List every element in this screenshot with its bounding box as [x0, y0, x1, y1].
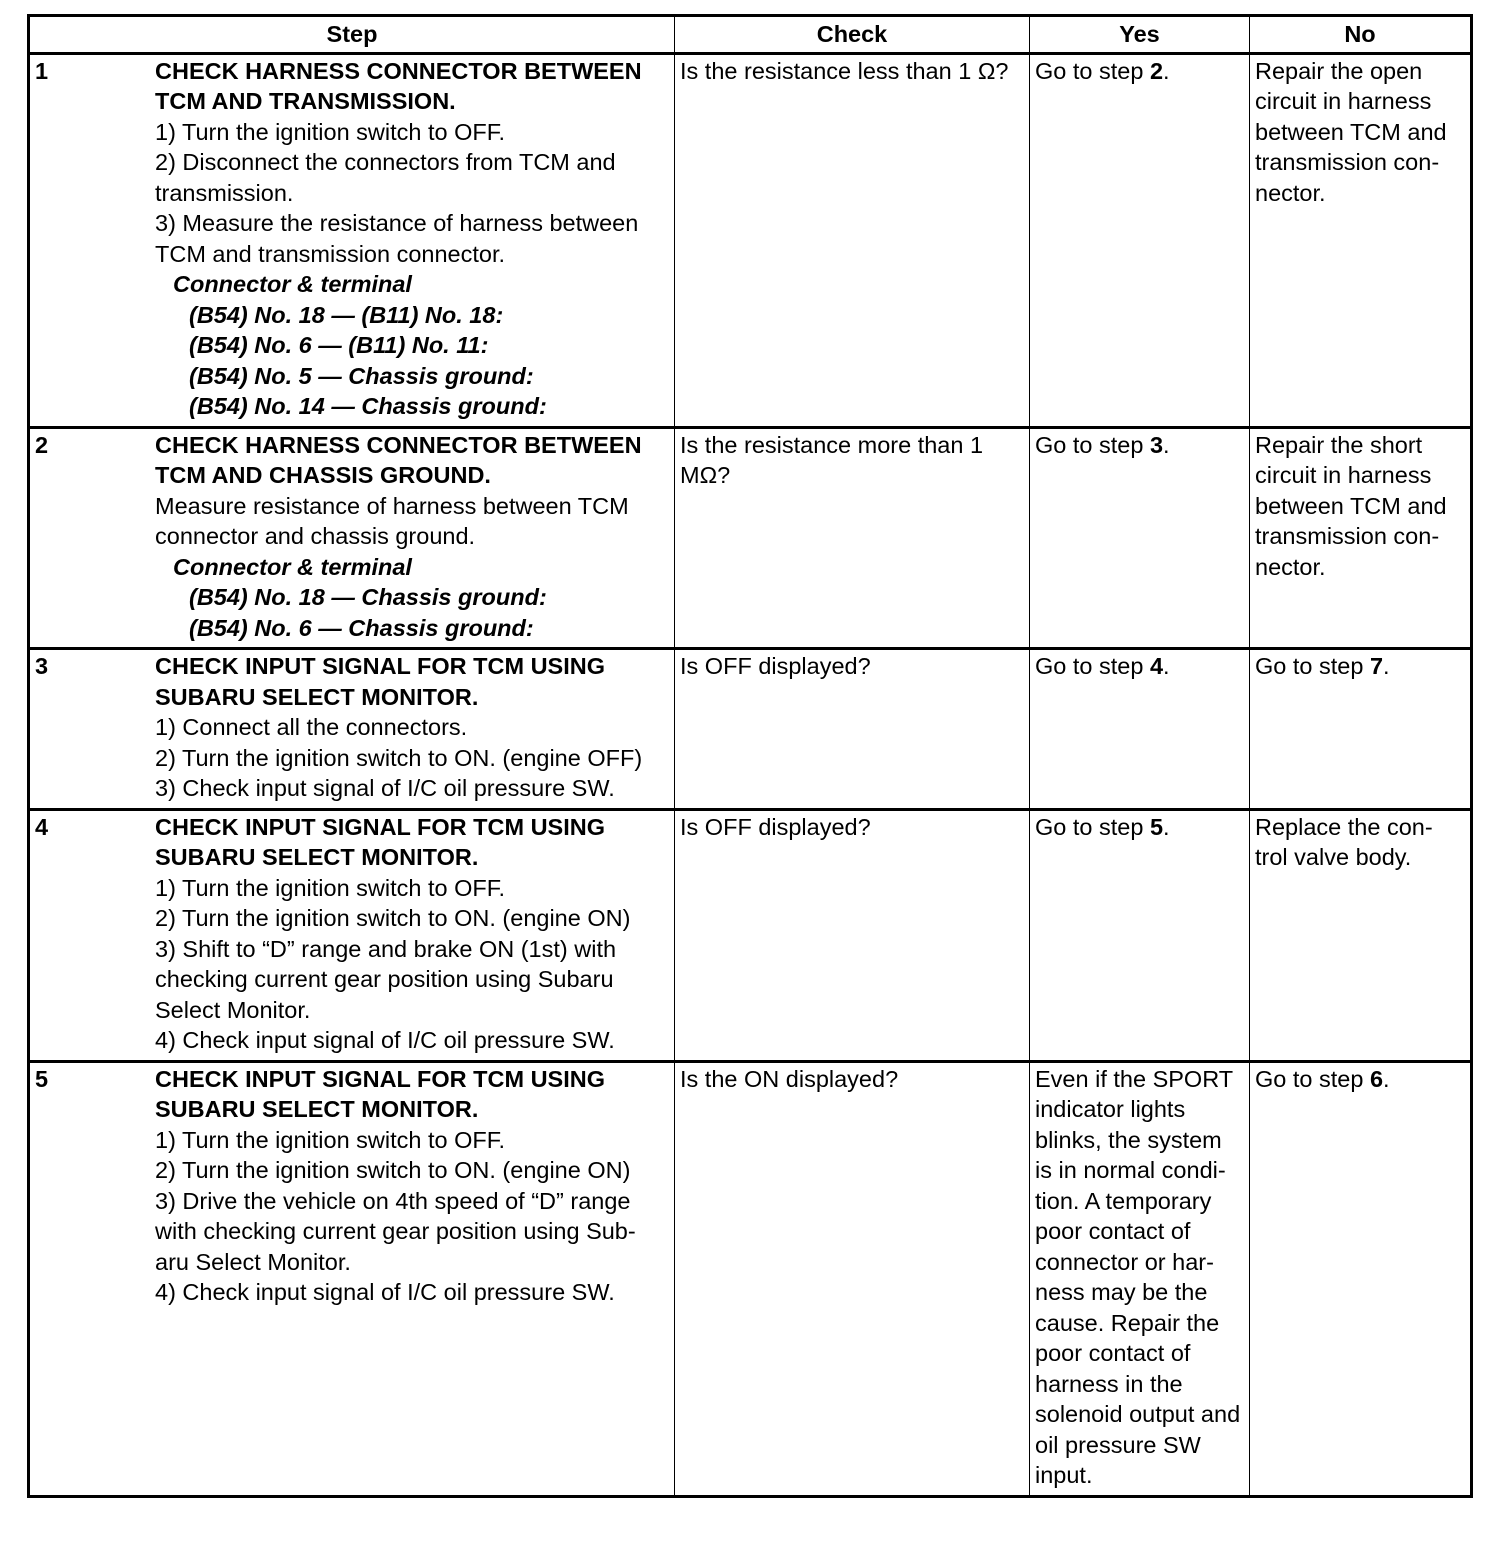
step-title: CHECK HARNESS CONNECTOR BETWEEN TCM AND TRANSMISSION. [155, 57, 642, 114]
no-text: Replace the con-trol valve body. [1255, 813, 1433, 870]
step-cell [29, 809, 675, 1061]
yes-text: Go to step [1035, 653, 1150, 679]
yes-step-ref: 5 [1149, 813, 1164, 840]
step-number: 1 [35, 57, 49, 84]
yes-cell [1030, 649, 1250, 810]
step-body [155, 56, 668, 422]
yes-text: Go to step [1035, 431, 1150, 458]
check-cell: Is OFF displayed? [675, 809, 1030, 1061]
yes-cell [1030, 427, 1250, 649]
header-check: Check [675, 16, 1030, 54]
no-text: Go to step [1255, 653, 1370, 679]
step-instruction: 2) Turn the ignition switch to ON. (engine OFF) [155, 744, 643, 771]
header-row [29, 16, 1472, 54]
yes-step-ref: 4 [1149, 653, 1164, 679]
step-instruction: Measure resistance of harness between TCM connector and chassis ground. [155, 492, 629, 549]
table-row [29, 427, 1472, 649]
step-cell [29, 1061, 675, 1496]
step-instruction: 3) Shift to “D” range and brake ON (1st) with checking current gear position using Subaru Select Monitor. [155, 935, 617, 1023]
step-instruction: 2) Turn the ignition switch to ON. (engine ON) [155, 905, 631, 931]
terminal-spec: (B54) No. 14 — Chassis ground: [189, 393, 547, 419]
check-cell: Is OFF displayed? [675, 649, 1030, 810]
check-cell: Is the ON displayed? [675, 1061, 1030, 1496]
step-instruction: 2) Turn the ignition switch to ON. (engine ON) [155, 1157, 631, 1183]
no-cell [1250, 53, 1472, 427]
yes-step-ref: 3 [1149, 431, 1164, 458]
step-instruction: 1) Turn the ignition switch to OFF. [155, 118, 506, 145]
diagnostic-table [27, 14, 1473, 1498]
terminal-spec: (B54) No. 5 — Chassis ground: [189, 362, 534, 389]
step-instruction: 4) Check input signal of I/C oil pressure SW. [155, 1279, 615, 1305]
terminal-spec: (B54) No. 6 — Chassis ground: [189, 614, 534, 641]
no-suffix: . [1383, 653, 1390, 679]
step-cell [29, 427, 675, 649]
table-row [29, 1061, 1472, 1496]
step-instruction: 3) Measure the resistance of harness between TCM and transmission connector. [155, 210, 639, 267]
yes-suffix: . [1163, 813, 1170, 840]
step-title: CHECK HARNESS CONNECTOR BETWEEN TCM AND CHASSIS GROUND. [155, 431, 642, 488]
header-yes: Yes [1030, 16, 1250, 54]
step-instruction: 4) Check input signal of I/C oil pressure SW. [155, 1027, 615, 1053]
step-number: 4 [35, 813, 49, 840]
step-number: 5 [35, 1065, 49, 1092]
yes-suffix: . [1163, 431, 1170, 458]
step-body [155, 651, 668, 804]
step-instruction: 3) Check input signal of I/C oil pressure SW. [155, 775, 615, 801]
step-instruction: 2) Disconnect the connectors from TCM and transmission. [155, 149, 616, 206]
step-title: CHECK INPUT SIGNAL FOR TCM USING SUBARU SELECT MONITOR. [155, 653, 605, 710]
terminal-spec: (B54) No. 18 — (B11) No. 18: [189, 301, 504, 328]
no-step-ref: 6 [1369, 1065, 1384, 1092]
yes-suffix: . [1163, 57, 1170, 84]
no-step-ref: 7 [1369, 653, 1384, 679]
connector-label: Connector & terminal [173, 553, 412, 580]
step-cell [29, 649, 675, 810]
yes-text: Even if the SPORT indicator lights blinks, the system is in normal condi-tion. A temporary poor contact of connector or har-ness may be the cause. Repair the poor contact of harness in the solenoid output and oil pressure SW input. [1035, 1065, 1241, 1488]
no-cell [1250, 1061, 1472, 1496]
yes-cell [1030, 809, 1250, 1061]
no-cell [1250, 427, 1472, 649]
step-number: 2 [35, 431, 49, 458]
no-text: Repair the open circuit in harness between TCM and transmission con-nector. [1255, 57, 1447, 206]
table-row [29, 53, 1472, 427]
step-instruction: 3) Drive the vehicle on 4th speed of “D” range with checking current gear position using Sub-aru Select Monitor. [155, 1187, 636, 1275]
step-cell [29, 53, 675, 427]
step-title: CHECK INPUT SIGNAL FOR TCM USING SUBARU SELECT MONITOR. [155, 1065, 605, 1122]
yes-text: Go to step [1035, 813, 1150, 840]
step-instruction: 1) Connect all the connectors. [155, 714, 468, 740]
step-number: 3 [35, 653, 49, 679]
step-title: CHECK INPUT SIGNAL FOR TCM USING SUBARU SELECT MONITOR. [155, 813, 605, 870]
step-body [155, 1064, 668, 1308]
check-cell: Is the resistance more than 1 MΩ? [675, 427, 1030, 649]
step-body [155, 430, 668, 644]
yes-cell [1030, 53, 1250, 427]
no-cell [1250, 649, 1472, 810]
terminal-spec: (B54) No. 18 — Chassis ground: [189, 584, 547, 610]
yes-step-ref: 2 [1149, 57, 1164, 84]
table-row [29, 649, 1472, 810]
yes-text: Go to step [1035, 57, 1150, 84]
header-no: No [1250, 16, 1472, 54]
terminal-spec: (B54) No. 6 — (B11) No. 11: [189, 332, 489, 358]
no-text: Go to step [1255, 1065, 1370, 1092]
step-instruction: 1) Turn the ignition switch to OFF. [155, 874, 506, 901]
check-cell: Is the resistance less than 1 Ω? [675, 53, 1030, 427]
header-step: Step [29, 16, 675, 54]
yes-cell [1030, 1061, 1250, 1496]
table-row [29, 809, 1472, 1061]
no-suffix: . [1383, 1065, 1390, 1092]
no-cell [1250, 809, 1472, 1061]
yes-suffix: . [1163, 653, 1170, 679]
step-body [155, 812, 668, 1056]
connector-label: Connector & terminal [173, 271, 412, 297]
step-instruction: 1) Turn the ignition switch to OFF. [155, 1126, 506, 1153]
no-text: Repair the short circuit in harness between TCM and transmission con-nector. [1255, 431, 1447, 580]
